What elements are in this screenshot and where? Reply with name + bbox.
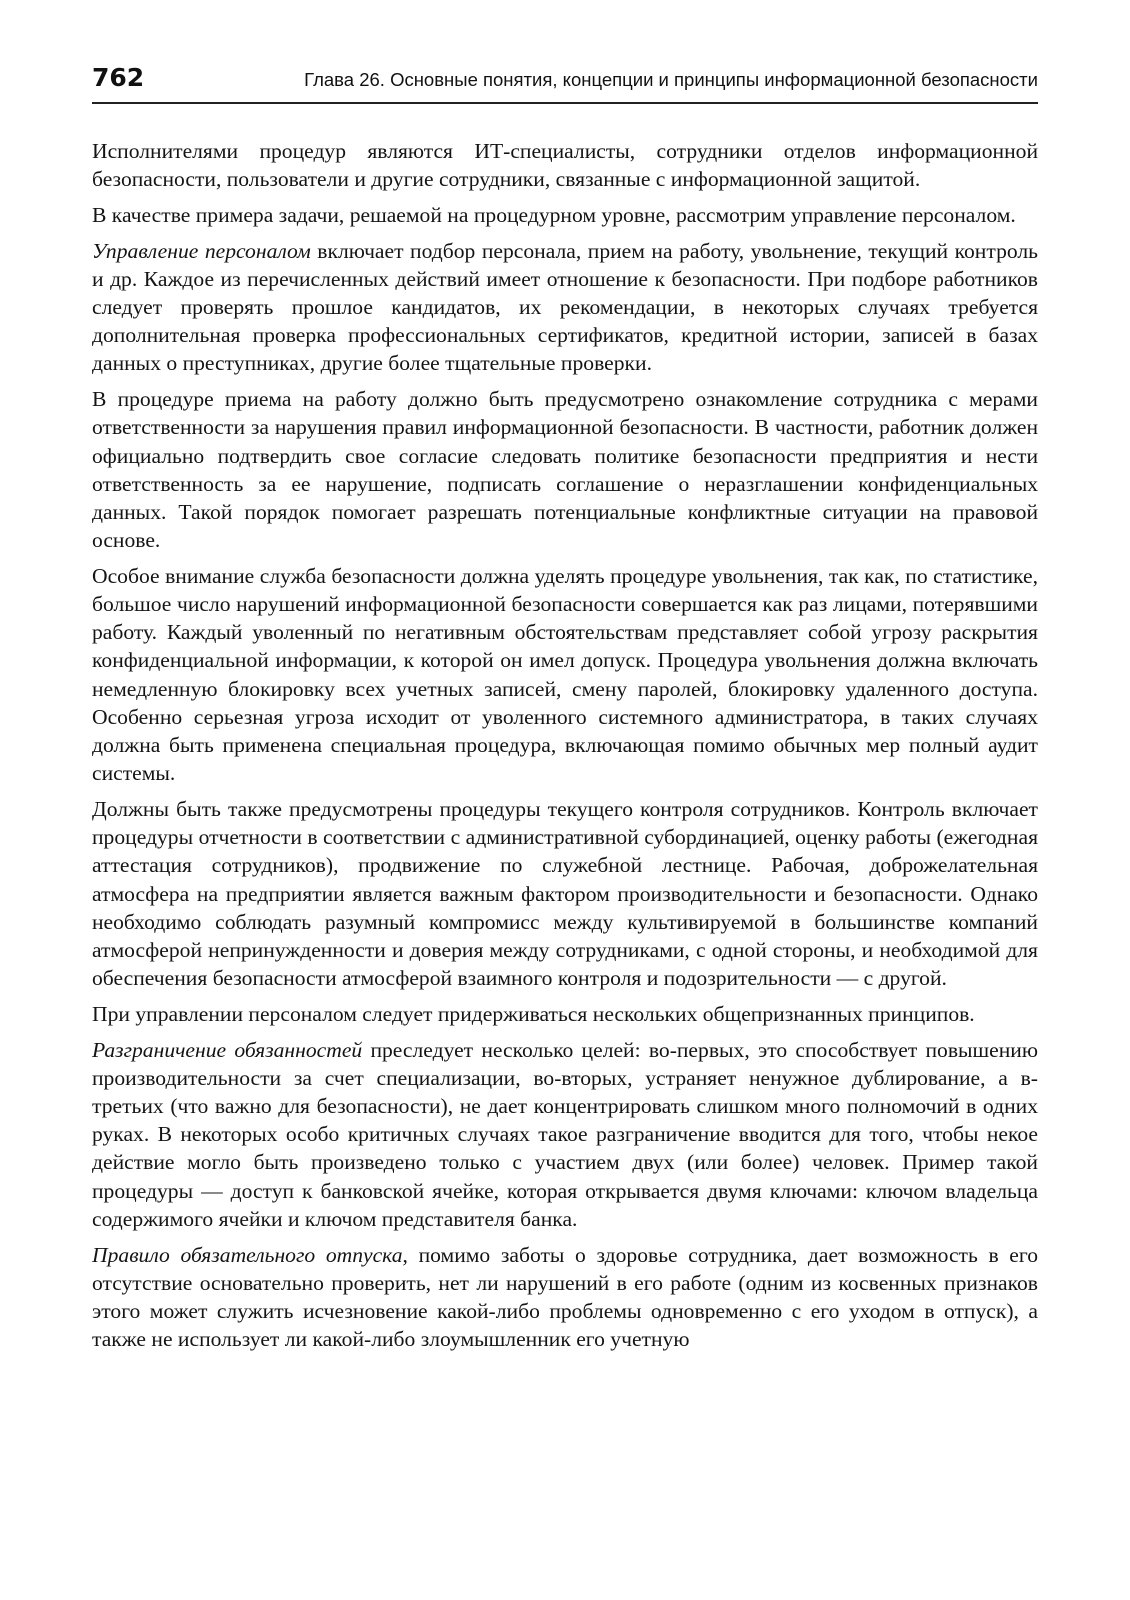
paragraph-principles (92, 1000, 1038, 1028)
paragraph-text: преследует несколько целей: во-первых, это способствует повышению производительности за счет специализации, во-вторых, устраняет ненужное дублирование, а в-третьих (что важно для безопасности), не дает концентрировать слишком много полномочий в одних руках. В некоторых особо критичных случаях такое разграничение вводится для того, чтобы некое действие могло быть произведено только с участием двух (или более) человек. Пример такой процедуры — доступ к банковской ячейке, которая открывается двумя ключами: ключом владельца содержимого ячейки и ключом представителя банка. (92, 1037, 1038, 1231)
chapter-title: Глава 26. Основные понятия, концепции и принципы информационной безопасности (304, 69, 1038, 90)
paragraph-text: Должны быть также предусмотрены процедуры текущего контроля сотрудников. Контроль включает процедуры отчетности в соответствии с административной субординацией, оценку работы (ежегодная аттестация сотрудников), продвижение по служебной лестнице. Рабочая, доброжелательная атмосфера на предприятии является важным фактором производительности и безопасности. Однако необходимо соблюдать разумный компромисс между культивируемой в большинстве компаний атмосферой непринужденности и доверия между сотрудниками, с одной стороны, и необходимой для обеспечения безопасности атмосферой взаимного контроля и подозрительности — с другой. (92, 796, 1038, 991)
paragraph-example-task (92, 201, 1038, 229)
paragraph-term: Правило обязательного отпуска (92, 1242, 403, 1267)
paragraph-text: Особое внимание служба безопасности должна уделять процедуре увольнения, так как, по статистике, большое число нарушений информационной безопасности совершается как раз лицами, потерявшими работу. Каждый уволенный по негативным обстоятельствам представляет собой угрозу раскрытия конфиденциальной информации, к которой он имел допуск. Процедура увольнения должна включать немедленную блокировку всех учетных записей, смену паролей, блокировку удаленного доступа. Особенно серьезная угроза исходит от уволенного системного администратора, в таких случаях должна быть применена специальная процедура, включающая помимо обычных мер полный аудит системы. (92, 563, 1038, 786)
paragraph-term: Разграничение обязанностей (92, 1037, 363, 1062)
paragraph-text: включает подбор персонала, прием на работу, увольнение, текущий контроль и др. Каждое из перечисленных действий имеет отношение к безопасности. При подборе работников следует проверять прошлое кандидатов, их рекомендации, в некоторых случаях требуется дополнительная проверка профессиональных сертификатов, кредитной истории, записей в базах данных о преступниках, другие более тщательные проверки. (92, 238, 1038, 376)
paragraph-performers (92, 137, 1038, 193)
paragraph-separation-of-duties (92, 1036, 1038, 1233)
paragraph-text: В процедуре приема на работу должно быть предусмотрено ознакомление сотрудника с мерами ответственности за нарушения правил информационной безопасности. В частности, работник должен официально подтвердить свое согласие следовать политике безопасности предприятия и нести ответственность за ее нарушение, подписать соглашение о неразглашении конфиденциальных данных. Такой порядок помогает разрешать потенциальные конфликтные ситуации на правовой основе. (92, 387, 1038, 553)
paragraph-text: В качестве примера задачи, решаемой на процедурном уровне, рассмотрим управление персоналом. (92, 202, 1016, 227)
paragraph-text: Исполнителями процедур являются ИТ-специалисты, сотрудники отделов информационной безопасности, пользователи и другие сотрудники, связанные с информационной защитой. (92, 139, 1038, 192)
paragraph-text: , помимо заботы о здоровье сотрудника, дает возможность в его отсутствие основательно проверить, нет ли нарушений в его работе (одним из косвенных признаков этого может служить исчезновение какой-либо проблемы одновременно с его уходом в отпуск), а также не использует ли какой-либо злоумышленник его учетную (92, 1242, 1038, 1352)
paragraph-text: При управлении персоналом следует придерживаться нескольких общепризнанных принципов. (92, 1001, 975, 1026)
body-text (92, 137, 1038, 1361)
paragraph-current-control (92, 795, 1038, 992)
running-header (92, 62, 1038, 104)
paragraph-term: Управление персоналом (92, 238, 311, 263)
paragraph-mandatory-vacation (92, 1241, 1038, 1354)
page-number: 762 (92, 63, 145, 92)
paragraph-hiring (92, 385, 1038, 554)
paragraph-personnel-management (92, 237, 1038, 378)
paragraph-dismissal (92, 562, 1038, 788)
